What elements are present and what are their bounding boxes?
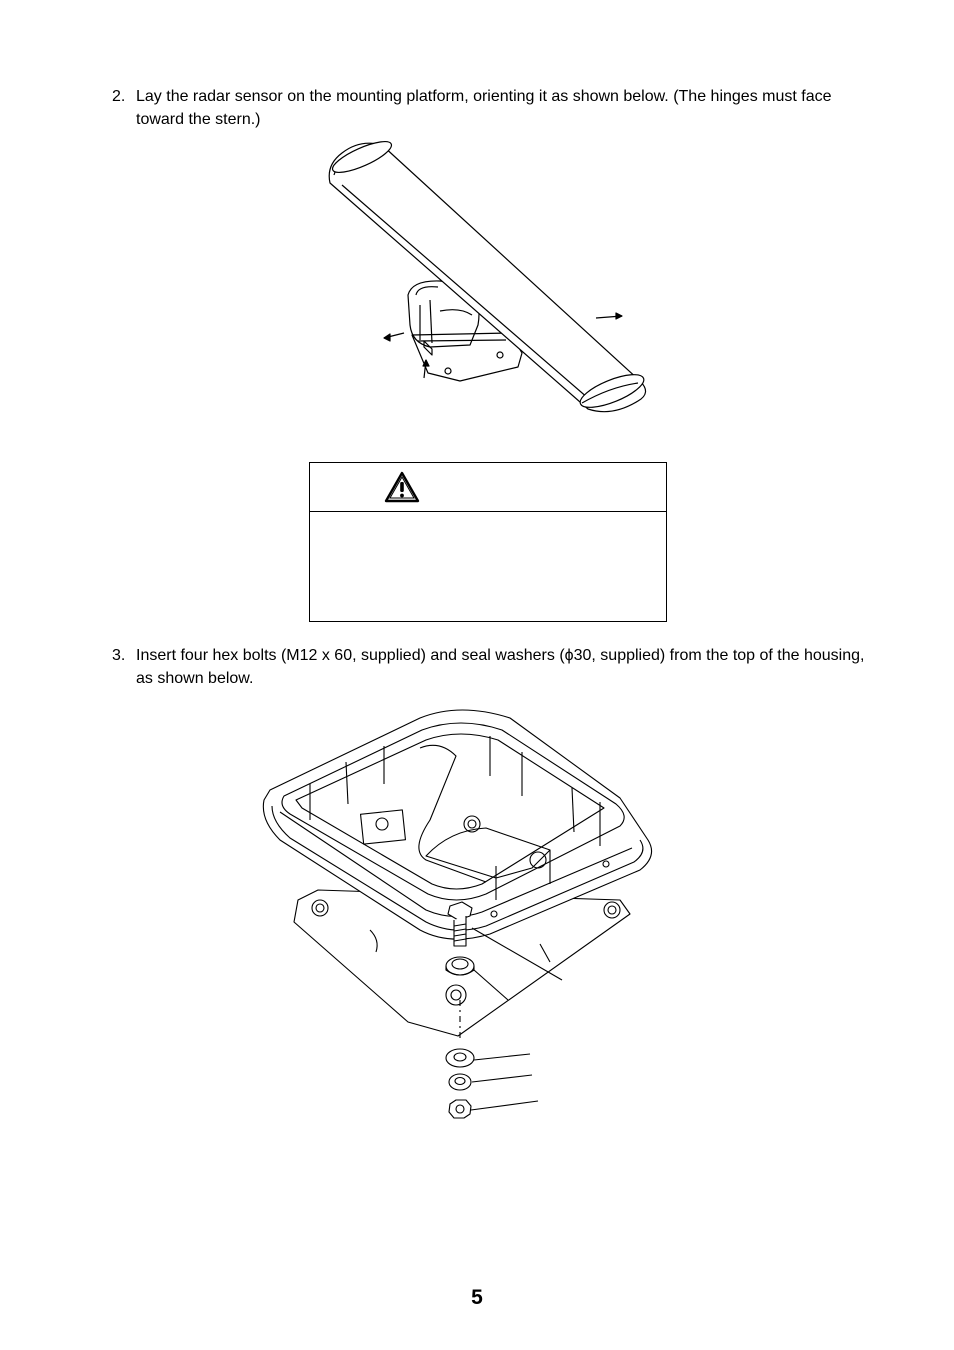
step-text: Lay the radar sensor on the mounting platform, orienting it as shown below. (The hinges must face toward the stern.) xyxy=(136,88,832,128)
step-text: Insert four hex bolts (M12 x 60, supplied) and seal washers (ϕ30, supplied) from the top of the housing, as shown below. xyxy=(136,647,865,687)
step-3 xyxy=(112,644,872,690)
housing-bolts-illustration xyxy=(250,700,670,1130)
caution-header xyxy=(310,463,666,512)
step-number: 3. xyxy=(112,647,126,664)
radar-sensor-illustration xyxy=(320,135,660,425)
step-2 xyxy=(112,85,872,131)
step-number: 2. xyxy=(112,88,126,105)
caution-box xyxy=(309,462,667,622)
warning-triangle-icon xyxy=(384,471,420,503)
page-number: 5 xyxy=(471,1286,483,1309)
